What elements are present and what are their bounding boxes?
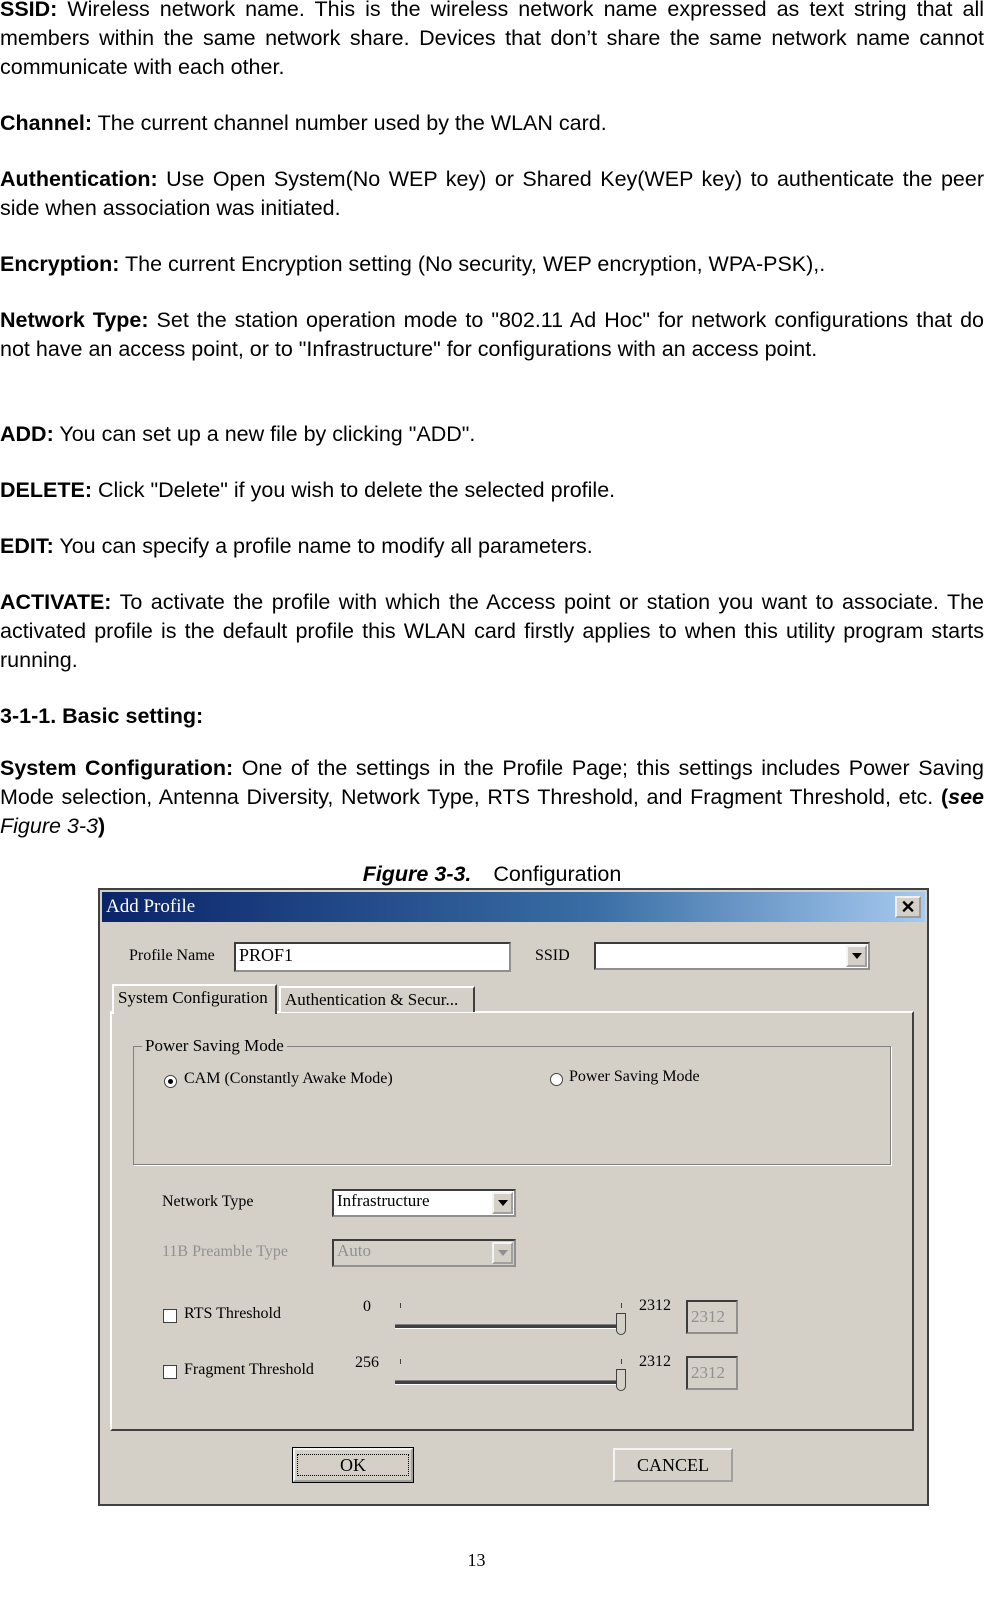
- term-edit: EDIT:: [0, 534, 54, 558]
- term-network-type: Network Type:: [0, 308, 149, 332]
- desc-activate: To activate the profile with which the Access point or station you want to associate. The activated profile is the default profile this WLAN card firstly applies to when this utility program starts running.: [0, 590, 984, 672]
- dialog-titlebar[interactable]: [102, 892, 925, 922]
- rts-threshold-slider-track[interactable]: [395, 1324, 625, 1329]
- ssid-label: SSID: [535, 947, 570, 964]
- rts-threshold-checkbox[interactable]: [163, 1309, 177, 1323]
- radio-power-saving[interactable]: [550, 1073, 563, 1086]
- fragment-max-label: 2312: [639, 1353, 671, 1370]
- ref-close: ): [98, 814, 106, 838]
- ref-open: (: [940, 785, 949, 809]
- desc-ssid: Wireless network name. This is the wireless network name expressed as text string that all members within the same network share. Devices that don’t share the same network name cannot communicate with each other.: [0, 0, 984, 79]
- network-type-label: Network Type: [162, 1193, 254, 1210]
- ref-figure: Figure 3-3: [0, 814, 98, 838]
- network-type-dropdown[interactable]: [332, 1189, 516, 1217]
- figure-caption: [0, 860, 984, 889]
- dialog-title: Add Profile: [106, 896, 196, 917]
- desc-encryption: The current Encryption setting (No security, WEP encryption, WPA-PSK),.: [119, 252, 826, 276]
- figure-label: Figure 3-3.: [362, 862, 472, 886]
- fragment-threshold-slider-track[interactable]: [395, 1380, 625, 1385]
- ssid-dropdown[interactable]: [594, 942, 870, 970]
- slider-tick: [400, 1303, 401, 1308]
- fragment-threshold-checkbox[interactable]: [163, 1365, 177, 1379]
- chevron-down-icon[interactable]: [846, 945, 867, 967]
- page-number: 13: [467, 1550, 486, 1570]
- close-icon[interactable]: ✕: [895, 896, 921, 918]
- chevron-down-icon[interactable]: [492, 1192, 513, 1214]
- para-delete: [0, 476, 984, 505]
- network-type-value: Infrastructure: [337, 1191, 430, 1210]
- radio-cam[interactable]: [164, 1075, 177, 1088]
- power-saving-group: [133, 1046, 891, 1165]
- para-encryption: [0, 250, 984, 279]
- term-activate: ACTIVATE:: [0, 590, 112, 614]
- desc-delete: Click "Delete" if you wish to delete the selected profile.: [91, 478, 616, 502]
- rts-threshold-value: 2312: [686, 1300, 738, 1334]
- slider-tick: [621, 1359, 622, 1364]
- cancel-button[interactable]: CANCEL: [613, 1448, 733, 1482]
- desc-add: You can set up a new file by clicking "ADD".: [53, 422, 476, 446]
- ref-see: see: [948, 785, 984, 809]
- slider-tick: [400, 1359, 401, 1364]
- para-add: [0, 420, 984, 449]
- ok-button[interactable]: [293, 1448, 413, 1482]
- para-system-configuration: [0, 754, 984, 841]
- fragment-threshold-value: 2312: [686, 1356, 738, 1390]
- term-ssid: SSID:: [0, 0, 58, 21]
- desc-system-configuration: One of the settings in the Profile Page; this settings includes Power Saving Mode selection, Antenna Diversity, Network Type, RTS Threshold, and Fragment Threshold, etc.: [0, 756, 984, 809]
- desc-edit: You can specify a profile name to modify all parameters.: [53, 534, 593, 558]
- term-channel: Channel:: [0, 111, 92, 135]
- rts-threshold-slider-thumb[interactable]: [616, 1313, 626, 1335]
- radio-cam-label: CAM (Constantly Awake Mode): [184, 1070, 393, 1087]
- term-delete: DELETE:: [0, 478, 92, 502]
- term-authentication: Authentication:: [0, 167, 158, 191]
- fragment-threshold-label: Fragment Threshold: [184, 1361, 314, 1378]
- para-authentication: [0, 165, 984, 223]
- para-edit: [0, 532, 984, 561]
- ok-button-label: OK: [297, 1454, 409, 1476]
- preamble-type-dropdown: [332, 1239, 516, 1267]
- term-system-configuration: System Configuration:: [0, 756, 234, 780]
- profile-name-input[interactable]: PROF1: [234, 942, 511, 972]
- section-heading: 3-1-1. Basic setting:: [0, 704, 204, 728]
- desc-network-type: Set the station operation mode to "802.11 Ad Hoc" for network configurations that do not have an access point, or to "Infrastructure" for configurations with an access point.: [0, 308, 985, 361]
- para-network-type: [0, 306, 984, 364]
- figure-title: Configuration: [493, 862, 622, 886]
- slider-tick: [621, 1303, 622, 1308]
- rts-threshold-label: RTS Threshold: [184, 1305, 281, 1322]
- preamble-type-label: 11B Preamble Type: [162, 1243, 288, 1260]
- tab-system-configuration[interactable]: System Configuration: [112, 984, 277, 1014]
- term-encryption: Encryption:: [0, 252, 120, 276]
- desc-authentication: Use Open System(No WEP key) or Shared Key(WEP key) to authenticate the peer side when association was initiated.: [0, 167, 984, 220]
- radio-power-saving-label: Power Saving Mode: [569, 1068, 700, 1085]
- para-channel: [0, 109, 984, 138]
- rts-min-label: 0: [363, 1298, 371, 1315]
- profile-name-label: Profile Name: [129, 947, 215, 964]
- fragment-min-label: 256: [355, 1354, 379, 1371]
- para-ssid: [0, 0, 984, 82]
- rts-max-label: 2312: [639, 1297, 671, 1314]
- desc-channel: The current channel number used by the WLAN card.: [91, 111, 607, 135]
- chevron-down-icon: [492, 1242, 513, 1264]
- preamble-type-value: Auto: [337, 1241, 371, 1260]
- term-add: ADD:: [0, 422, 54, 446]
- power-saving-legend: Power Saving Mode: [142, 1036, 287, 1056]
- para-activate: [0, 588, 984, 675]
- tab-authentication-security[interactable]: Authentication & Secur...: [279, 986, 475, 1012]
- fragment-threshold-slider-thumb[interactable]: [616, 1369, 626, 1391]
